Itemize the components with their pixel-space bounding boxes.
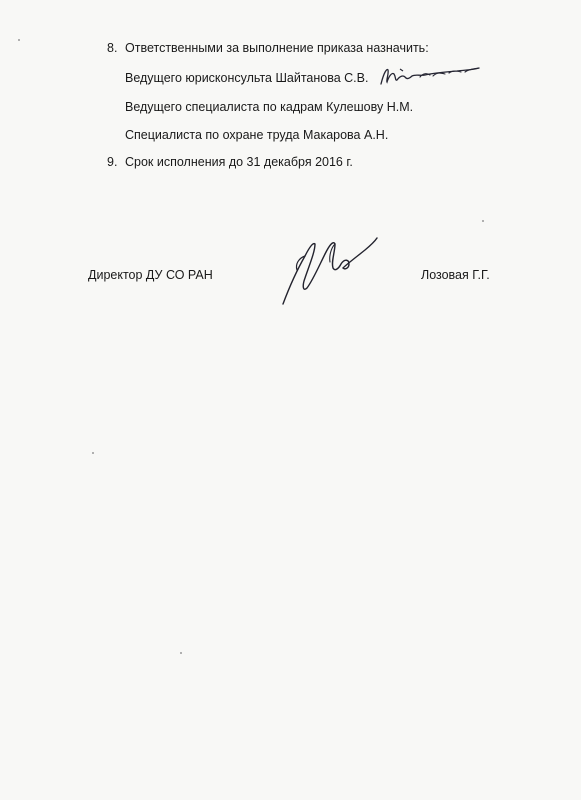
scan-speck xyxy=(18,39,20,41)
scan-speck xyxy=(482,220,484,222)
initials-signature xyxy=(375,62,485,92)
scan-speck xyxy=(92,452,94,454)
item-number: 8. xyxy=(107,41,118,55)
item-lead-text: Ответственными за выполнение приказа назначить: xyxy=(125,41,429,55)
director-signature xyxy=(275,228,385,310)
responsible-person: Ведущего юрисконсульта Шайтанова С.В. xyxy=(125,71,369,85)
item-lead-text: Срок исполнения до 31 декабря 2016 г. xyxy=(125,155,353,169)
item-number: 9. xyxy=(107,155,118,169)
responsible-person: Ведущего специалиста по кадрам Кулешову Н.М. xyxy=(125,100,414,114)
signatory-name: Лозовая Г.Г. xyxy=(421,268,490,282)
scan-speck xyxy=(180,652,182,654)
responsible-person: Специалиста по охране труда Макарова А.Н. xyxy=(125,128,389,142)
signatory-position: Директор ДУ СО РАН xyxy=(88,268,213,282)
